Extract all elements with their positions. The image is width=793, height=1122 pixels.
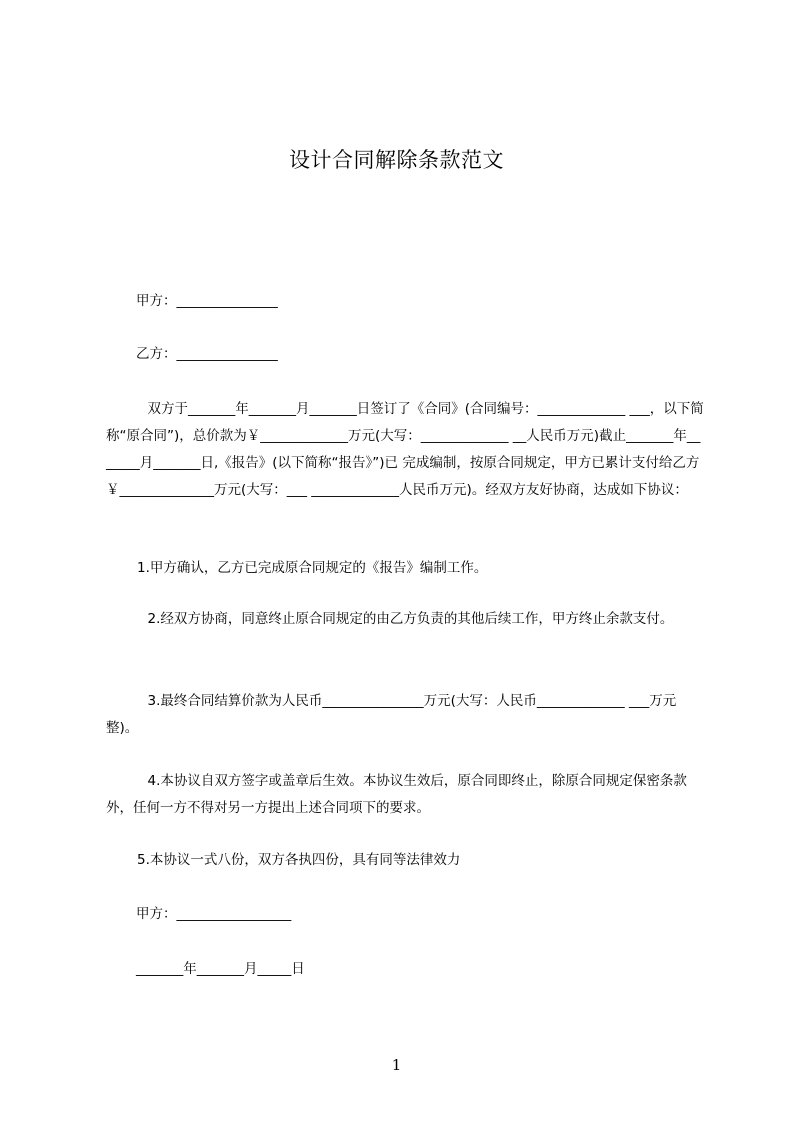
- party-a-line: 甲方：_______________: [136, 293, 278, 309]
- clause-3: 3.最终合同结算价款为人民币_______________万元(大写：人民币_____________ ___万元整)。: [106, 693, 677, 736]
- document-title: 设计合同解除条款范文: [289, 148, 504, 172]
- clause-1: 1.甲方确认，乙方已完成原合同规定的《报告》编制工作。: [137, 560, 488, 576]
- clause-5: 5.本协议一式八份，双方各执四份，具有同等法律效力: [137, 852, 461, 868]
- clause-2: 2.经双方协商，同意终止原合同规定的由乙方负责的其他后续工作，甲方终止余款支付。: [134, 611, 674, 627]
- intro-paragraph: 双方于_______年_______月_______日签订了《合同》(合同编号：_____________ ___，以下简称“原合同”)，总价款为￥_____________万元(大写：_____________ __人民币万元)截止_______年_______月_______日,《报告》(以下简称“报告》”)已 完成编制，按原合同规定，甲方已累计支付给乙方￥______________万元(大写：___ _____________人民币万元)。经双方友好协商，达成如下协议：: [106, 401, 704, 498]
- clause-4: 4.本协议自双方签字或盖章后生效。本协议生效后，原合同即终止，除原合同规定保密条款外，任何一方不得对另一方提出上述合同项下的要求。: [106, 773, 687, 816]
- party-b-line: 乙方：_______________: [136, 346, 278, 362]
- page-number: 1: [391, 1056, 402, 1074]
- signature-party-a: 甲方：_________________: [136, 906, 292, 922]
- signature-date: _______年_______月_____日: [136, 961, 305, 977]
